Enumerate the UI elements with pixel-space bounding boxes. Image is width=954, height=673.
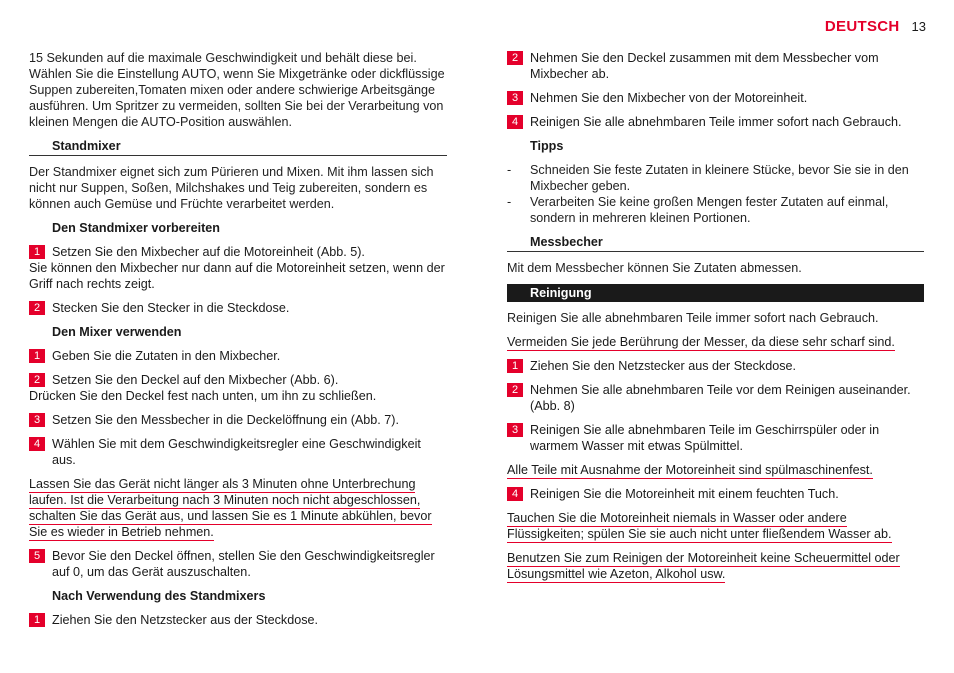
page-header	[825, 18, 926, 35]
step-item	[29, 372, 447, 404]
step-text: Nehmen Sie den Mixbecher von der Motoreinheit.	[530, 91, 808, 105]
step-text: Wählen Sie mit dem Geschwindigkeitsregler eine Geschwindigkeit aus.	[52, 437, 421, 467]
step-number: 5	[29, 549, 45, 563]
step-text: Nehmen Sie den Deckel zusammen mit dem Messbecher vom Mixbecher ab.	[530, 51, 879, 81]
step-item	[29, 300, 447, 316]
subheading-prepare: Den Standmixer vorbereiten	[52, 221, 220, 235]
step-note: Sie können den Mixbecher nur dann auf die Motoreinheit setzen, wenn der Griff nach rechts zeigt.	[29, 261, 445, 291]
step-item	[507, 486, 924, 502]
step-number: 1	[29, 245, 45, 259]
standmixer-description: Der Standmixer eignet sich zum Pürieren und Mixen. Mit ihm lassen sich nicht nur Suppen, Soßen, Milchshakes und Teig zubereiten, sondern es können auch Gemüse und Früchte verarbeitet werden.	[29, 165, 434, 211]
tips-list	[507, 162, 924, 226]
step-number: 1	[29, 349, 45, 363]
warning-text	[507, 462, 924, 478]
step-text: Setzen Sie den Deckel auf den Mixbecher (Abb. 6).	[52, 373, 339, 387]
warning-underlined: Lassen Sie das Gerät nicht länger als 3 Minuten ohne Unterbrechung laufen. Ist die Verarbeitung nach 3 Minuten noch nicht abgeschlossen, schalten Sie das Gerät aus, und lassen Sie es 1 Minute abkühlen, bevor Sie es wieder in Betrieb nehmen.	[29, 477, 432, 539]
warning-underlined: Alle Teile mit Ausnahme der Motoreinheit sind spülmaschinenfest.	[507, 463, 873, 477]
warning-underlined: Tauchen Sie die Motoreinheit niemals in Wasser oder andere Flüssigkeiten; spülen Sie sie auch nicht unter fließendem Wasser ab.	[507, 511, 892, 541]
intro-paragraph: 15 Sekunden auf die maximale Geschwindigkeit und behält diese bei. Wählen Sie die Einstellung AUTO, wenn Sie Mixgetränke oder dickflüssige Suppen zubereiten,Tomaten mixen oder andere schwierige Arbeitsgänge ausführen. Um Spritzer zu vermeiden, sollten Sie bei der Verarbeitung von kleinen Mengen die AUTO-Position auswählen.	[29, 51, 445, 129]
step-number: 4	[507, 115, 523, 129]
step-number: 2	[507, 383, 523, 397]
step-text: Ziehen Sie den Netzstecker aus der Steckdose.	[530, 359, 797, 373]
tip-item: - Schneiden Sie feste Zutaten in kleinere Stücke, bevor Sie sie in den Mixbecher geben.	[507, 162, 924, 194]
step-item	[29, 548, 447, 580]
step-text: Setzen Sie den Messbecher in die Deckelöffnung ein (Abb. 7).	[52, 413, 400, 427]
step-text: Reinigen Sie alle abnehmbaren Teile im Geschirrspüler oder in warmem Wasser mit etwas Spülmittel.	[530, 423, 880, 453]
step-item	[507, 114, 924, 130]
step-item	[507, 90, 924, 106]
step-text: Geben Sie die Zutaten in den Mixbecher.	[52, 349, 281, 363]
step-item	[29, 612, 447, 628]
page-number: 13	[911, 19, 926, 34]
step-note: Drücken Sie den Deckel fest nach unten, um ihn zu schließen.	[29, 389, 377, 403]
step-text: Reinigen Sie alle abnehmbaren Teile immer sofort nach Gebrauch.	[530, 115, 902, 129]
warning-text	[507, 334, 924, 350]
warning-text	[507, 510, 924, 542]
subheading-after-use: Nach Verwendung des Standmixers	[52, 589, 266, 603]
step-item	[507, 382, 924, 414]
step-text: Stecken Sie den Stecker in die Steckdose.	[52, 301, 290, 315]
section-banner-cleaning: Reinigung	[507, 284, 924, 302]
section-heading-messbecher: Messbecher	[507, 234, 924, 252]
warning-underlined: Benutzen Sie zum Reinigen der Motoreinheit keine Scheuermittel oder Lösungsmittel wie Azeton, Alkohol usw.	[507, 551, 900, 581]
section-heading-standmixer: Standmixer	[29, 138, 447, 156]
step-item	[507, 358, 924, 374]
step-number: 3	[29, 413, 45, 427]
tip-item: - Verarbeiten Sie keine großen Mengen fester Zutaten auf einmal, sondern in mehreren kleinen Portionen.	[507, 194, 924, 226]
step-item	[29, 244, 447, 292]
step-number: 4	[29, 437, 45, 451]
warning-underlined: Vermeiden Sie jede Berührung der Messer, da diese sehr scharf sind.	[507, 335, 895, 349]
right-column	[507, 50, 924, 590]
step-number: 3	[507, 91, 523, 105]
step-text: Bevor Sie den Deckel öffnen, stellen Sie den Geschwindigkeitsregler auf 0, um das Gerät auszuschalten.	[52, 549, 435, 579]
messbecher-description: Mit dem Messbecher können Sie Zutaten abmessen.	[507, 261, 802, 275]
step-number: 1	[507, 359, 523, 373]
step-number: 2	[507, 51, 523, 65]
cleaning-intro: Reinigen Sie alle abnehmbaren Teile immer sofort nach Gebrauch.	[507, 311, 879, 325]
step-number: 2	[29, 373, 45, 387]
step-text: Nehmen Sie alle abnehmbaren Teile vor dem Reinigen auseinander. (Abb. 8)	[530, 383, 911, 413]
step-number: 3	[507, 423, 523, 437]
step-text: Setzen Sie den Mixbecher auf die Motoreinheit (Abb. 5).	[52, 245, 365, 259]
subheading-use-mixer: Den Mixer verwenden	[52, 325, 182, 339]
step-item	[29, 412, 447, 428]
language-label: DEUTSCH	[824, 18, 900, 35]
warning-text	[29, 476, 447, 540]
step-number: 1	[29, 613, 45, 627]
subheading-tips: Tipps	[530, 139, 564, 153]
warning-text	[507, 550, 924, 582]
step-item	[29, 436, 447, 468]
step-item	[507, 50, 924, 82]
left-column	[29, 50, 447, 636]
step-item	[29, 348, 447, 364]
step-number: 2	[29, 301, 45, 315]
step-item	[507, 422, 924, 454]
step-number: 4	[507, 487, 523, 501]
step-text: Ziehen Sie den Netzstecker aus der Steckdose.	[52, 613, 319, 627]
step-text: Reinigen Sie die Motoreinheit mit einem feuchten Tuch.	[530, 487, 839, 501]
